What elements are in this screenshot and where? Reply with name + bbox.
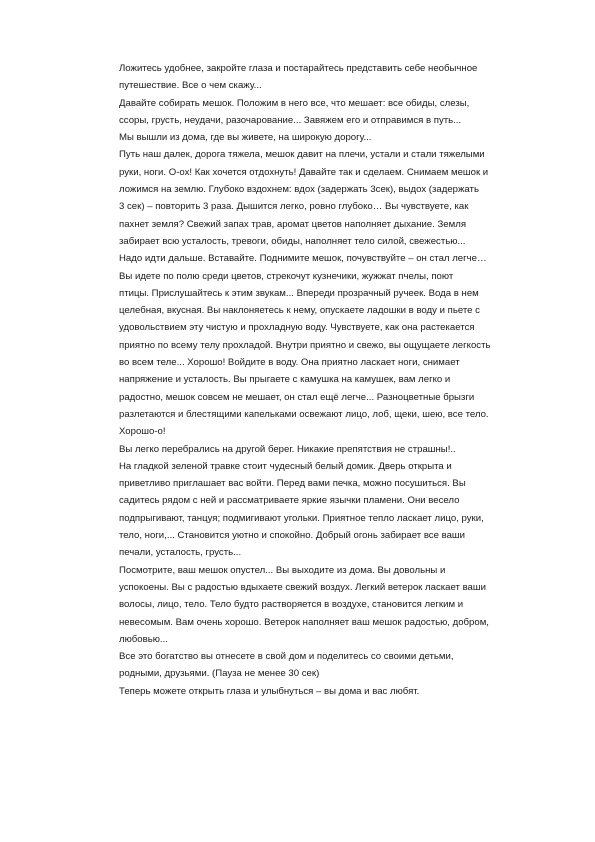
text-line: приятно по всему телу прохладой. Внутри приятно и свежо, вы ощущаете легкость [119,339,491,351]
text-line: пахнет земля? Свежий запах трав, аромат цветов наполняет дыхание. Земля [119,218,467,230]
text-line: Все это богатство вы отнесете в свой дом и поделитесь со своими детьми, [119,651,454,663]
text-line: 3 сек) – повторить 3 раза. Дышится легко, ровно глубоко… Вы чувствуете, как [119,201,469,213]
text-line: путешествие. Все о чем скажу... [119,80,262,92]
text-line: радостно, мешок совсем не мешает, он стал ещё легче... Разноцветные брызги [119,391,475,403]
text-line: Надо идти дальше. Вставайте. Поднимите мешок, почувствуйте – он стал легче… [119,253,487,265]
text-line: приветливо приглашает вас войти. Перед вами печка, можно посушиться. Вы [119,478,466,490]
text-line: птицы. Прислушайтесь к этим звукам... Впереди прозрачный ручеек. Вода в нем [119,287,479,299]
text-line: невесомым. Вам очень хорошо. Ветерок наполняет ваш мешок радостью, добром, [119,616,489,628]
text-line: ссоры, грусть, неудачи, разочарование... Завяжем его и отправимся в путь... [119,114,462,126]
document-body [119,60,557,700]
text-line: Хорошо-о! [119,426,166,438]
text-line: печали, усталость, грусть... [119,547,242,559]
text-line: подпрыгивают, танцуя; подмигивают угольки. Приятное тепло ласкает лицо, руки, [119,512,484,524]
text-line: успокоены. Вы с радостью вдыхаете свежий воздух. Легкий ветерок ласкает ваши [119,581,486,593]
text-line: Путь наш далек, дорога тяжела, мешок давит на плечи, устали и стали тяжелыми [119,149,485,161]
text-line: напряжение и усталость. Вы прыгаете с камушка на камушек, вам легко и [119,374,451,386]
text-line: разлетаются и блестящими капельками освежают лицо, лоб, щеки, шею, все тело. [119,408,489,420]
text-line: садитесь рядом с ней и рассматриваете яркие язычки пламени. Они весело [119,495,460,507]
text-line: Ложитесь удобнее, закройте глаза и постарайтесь представить себе необычное [119,63,478,74]
text-line: тело, ноги,... Становится уютно и спокойно. Добрый огонь забирает все ваши [119,530,465,542]
text-line: целебная, вкусная. Вы наклоняетесь к нему, опускаете ладошки в воду и пьете с [119,305,480,317]
text-line: Теперь можете открыть глаза и улыбнуться – вы дома и вас любят. [119,685,420,697]
text-line: родными, друзьями. (Пауза не менее 30 сек) [119,668,320,680]
text-line: любовью... [119,633,168,645]
text-line: волосы, лицо, тело. Тело будто растворяется в воздухе, становится легким и [119,599,464,611]
text-line: руки, ноги. О-ох! Как хочется отдохнуть! Давайте так и сделаем. Снимаем мешок и [119,166,489,178]
text-line: Вы легко перебрались на другой берег. Никакие препятствия не страшны!.. [119,443,456,455]
text-line: Посмотрите, ваш мешок опустел... Вы выходите из дома. Вы довольны и [119,564,446,576]
text-line: ложимся на землю. Глубоко вздохнем: вдох (задержать 3сек), выдох (задержать [119,184,479,196]
text-line: забирает всю усталость, тревоги, обиды, наполняет тело силой, свежестью... [119,235,466,247]
text-line: На гладкой зеленой травке стоит чудесный белый домик. Дверь открыта и [119,460,452,472]
text-line: Вы идете по полю среди цветов, стрекочут кузнечики, жужжат пчелы, поют [119,270,454,282]
text-line: Мы вышли из дома, где вы живете, на широкую дорогу... [119,132,372,144]
text-line: удовольствием эту чистую и прохладную воду. Чувствуете, как она растекается [119,322,475,334]
text-line: во всем теле... Хорошо! Войдите в воду. Она приятно ласкает ноги, снимает [119,357,460,369]
text-line: Давайте собирать мешок. Положим в него все, что мешает: все обиды, слезы, [119,97,470,109]
